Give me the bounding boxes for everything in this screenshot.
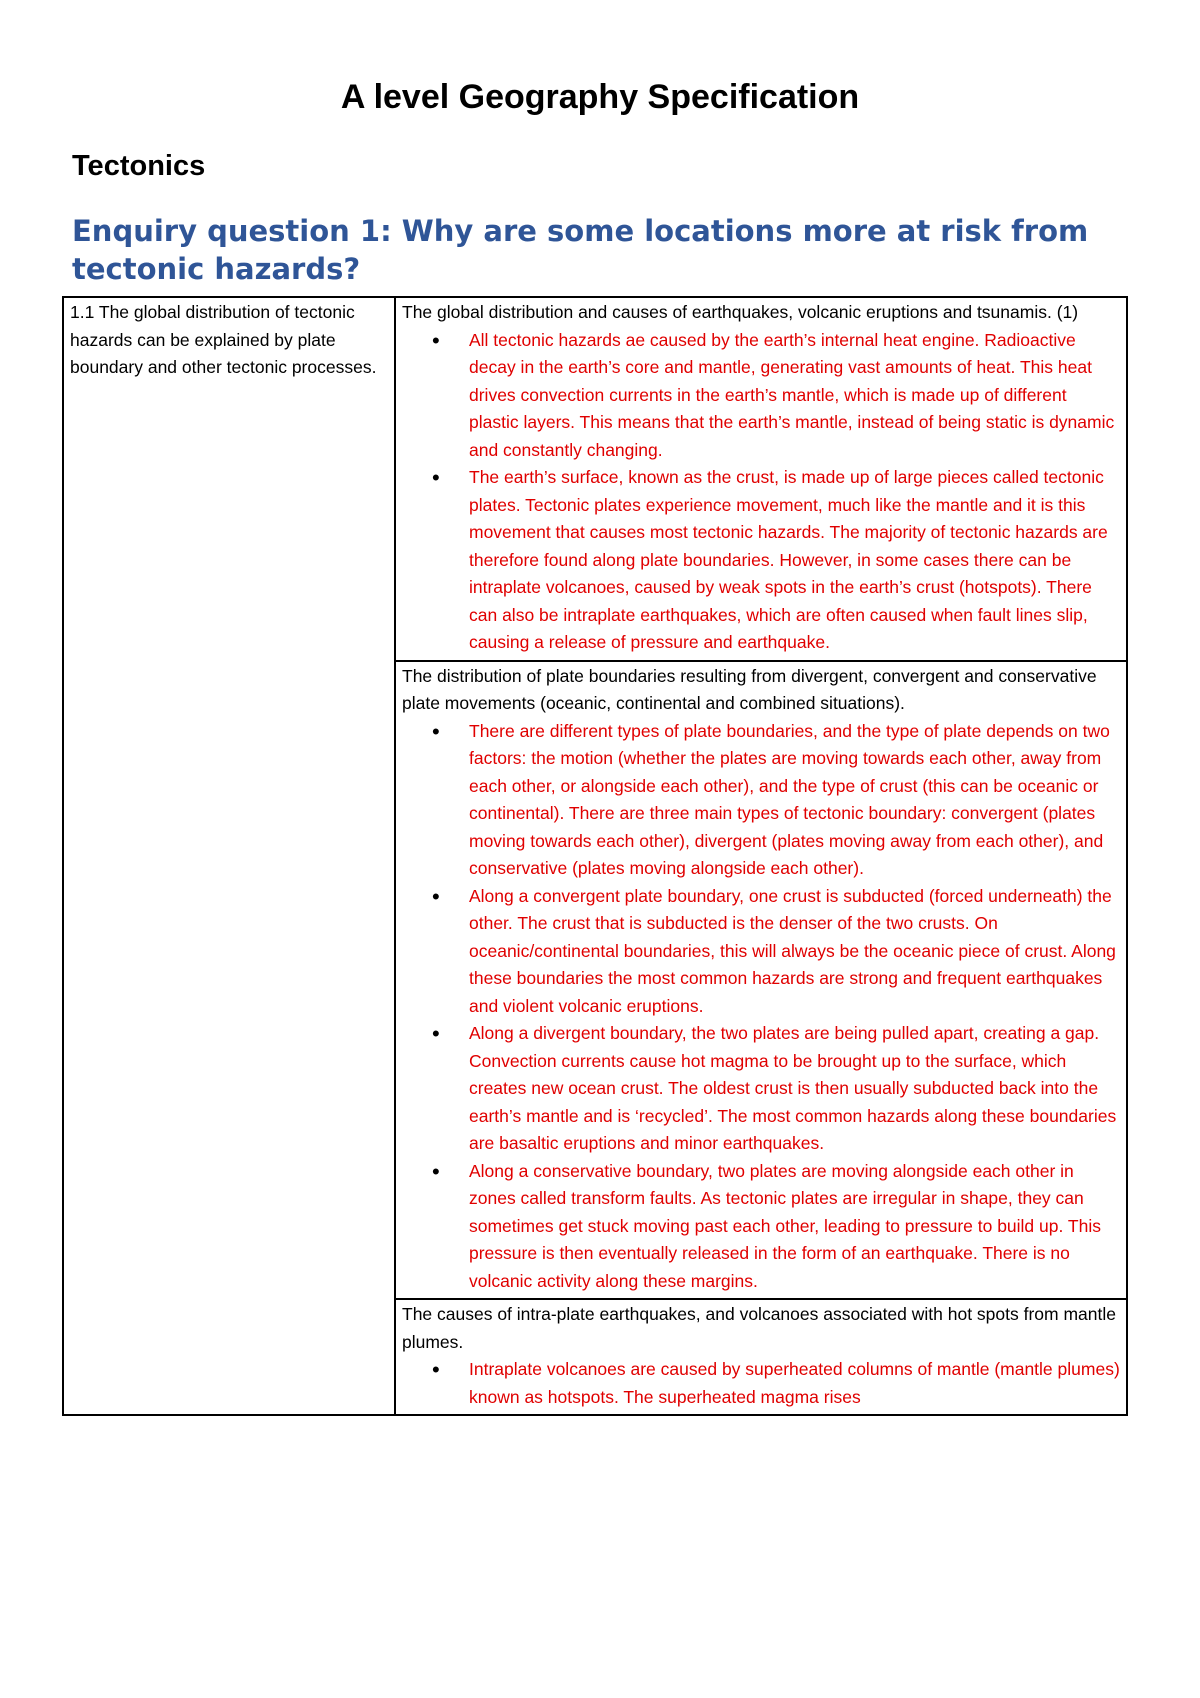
spec-point-cell	[63, 297, 395, 1415]
content-cell	[395, 661, 1127, 1300]
content-cell	[395, 297, 1127, 661]
table-row	[63, 297, 1127, 661]
specification-table	[62, 296, 1128, 1416]
bullet-point: • All tectonic hazards ae caused by the earth’s internal heat engine. Radioactive decay in the earth’s core and mantle, generating vast amounts of heat. This heat drives convection currents in the earth’s mantle, which is made up of different plastic layers. This means that the earth’s mantle, instead of being static is dynamic and constantly changing.	[469, 327, 1120, 465]
enquiry-question: Enquiry question 1: Why are some locations more at risk from tectonic hazards?	[72, 214, 1089, 286]
content-heading: The distribution of plate boundaries resulting from divergent, convergent and conservative plate movements (oceanic, continental and combined situations).	[402, 665, 1097, 713]
spec-point-text: 1.1 The global distribution of tectonic hazards can be explained by plate boundary and other tectonic processes.	[70, 302, 377, 377]
content-heading: The causes of intra-plate earthquakes, and volcanoes associated with hot spots from mantle plumes.	[402, 1304, 1117, 1352]
content-heading: The global distribution and causes of earthquakes, volcanic eruptions and tsunamis. (1)	[402, 302, 1079, 322]
bullet-point: • Intraplate volcanoes are caused by superheated columns of mantle (mantle plumes) known as hotspots. The superheated magma rises	[469, 1356, 1120, 1411]
bullet-point: • Along a conservative boundary, two plates are moving alongside each other in zones called transform faults. As tectonic plates are irregular in shape, they can sometimes get stuck moving past each other, leading to pressure to build up. This pressure is then eventually released in the form of an earthquake. There is no volcanic activity along these margins.	[469, 1158, 1120, 1296]
bullet-list	[402, 1356, 1120, 1411]
page-title: A level Geography Specification	[340, 78, 860, 116]
section-heading: Tectonics	[72, 150, 206, 182]
bullet-list	[402, 718, 1120, 1296]
bullet-point: • Along a divergent boundary, the two plates are being pulled apart, creating a gap. Convection currents cause hot magma to be brought up to the surface, which creates new ocean crust. The oldest crust is then usually subducted back into the earth’s mantle and is ‘recycled’. The most common hazards along these boundaries are basaltic eruptions and minor earthquakes.	[469, 1020, 1120, 1158]
content-cell	[395, 1299, 1127, 1415]
bullet-list	[402, 327, 1120, 657]
bullet-point: • The earth’s surface, known as the crust, is made up of large pieces called tectonic plates. Tectonic plates experience movement, much like the mantle and it is this movement that causes most tectonic hazards. The majority of tectonic hazards are therefore found along plate boundaries. However, in some cases there can be intraplate volcanoes, caused by weak spots in the earth’s crust (hotspots). There can also be intraplate earthquakes, which are often caused when fault lines slip, causing a release of pressure and earthquake.	[469, 464, 1120, 657]
bullet-point: • There are different types of plate boundaries, and the type of plate depends on two factors: the motion (whether the plates are moving towards each other, away from each other, or alongside each other), and the type of crust (this can be oceanic or continental). There are three main types of tectonic boundary: convergent (plates moving towards each other), divergent (plates moving away from each other), and conservative (plates moving alongside each other).	[469, 718, 1120, 883]
bullet-point: • Along a convergent plate boundary, one crust is subducted (forced underneath) the other. The crust that is subducted is the denser of the two crusts. On oceanic/continental boundaries, this will always be the oceanic piece of crust. Along these boundaries the most common hazards are strong and frequent earthquakes and violent volcanic eruptions.	[469, 883, 1120, 1021]
